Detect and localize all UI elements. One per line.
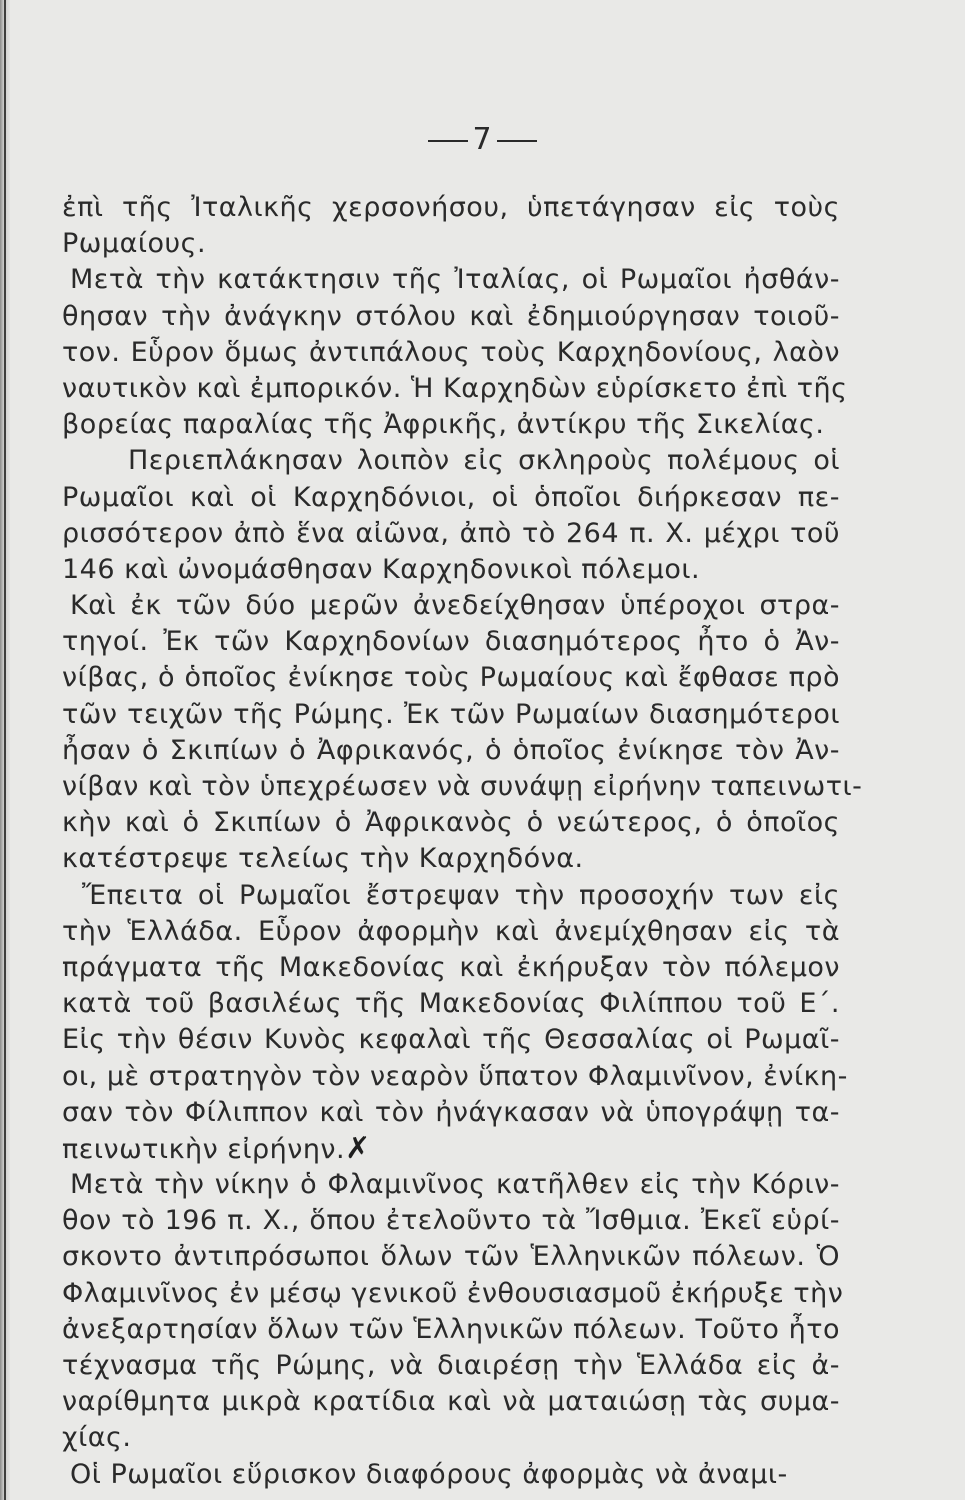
page-number (0, 122, 965, 157)
page-binding-edge (4, 0, 6, 1500)
text-line: κατὰ τοῦ βασιλέως τῆς Μακεδονίας Φιλίππου τοῦ Ε΄. (62, 988, 840, 1020)
text-line: Μετὰ τὴν νίκην ὁ Φλαμινῖνος κατῆλθεν εἰς τὴν Κόριν- (70, 1169, 840, 1201)
text-line: ναρίθμητα μικρὰ κρατίδια καὶ νὰ ματαιώσῃ τὰς συμα- (62, 1386, 840, 1418)
paragraph (62, 443, 840, 588)
text-line: τηγοί. Ἐκ τῶν Καρχηδονίων διασημότερος ἦτο ὁ Ἀν- (62, 626, 840, 658)
text-line: ναυτικὸν καὶ ἐμπορικόν. Ἡ Καρχηδὼν εὑρίσκετο ἐπὶ τῆς (62, 372, 848, 404)
paragraph (62, 262, 848, 443)
paragraph (62, 588, 863, 878)
text-line: οι, μὲ στρατηγὸν τὸν νεαρὸν ὕπατον Φλαμινῖνον, ἐνίκη- (62, 1060, 848, 1092)
text-line: σαν τὸν Φίλιππον καὶ τὸν ἠνάγκασαν νὰ ὑπογράψῃ τα- (62, 1096, 840, 1128)
text-line: ἦσαν ὁ Σκιπίων ὁ Ἀφρικανός, ὁ ὁποῖος ἐνίκησε τὸν Ἀν- (62, 734, 840, 766)
text-line: Ἔπειτα οἱ Ρωμαῖοι ἔστρεψαν τὴν προσοχήν των εἰς (82, 879, 840, 911)
text-line: Μετὰ τὴν κατάκτησιν τῆς Ἰταλίας, οἱ Ρωμαῖοι ἠσθάν- (70, 264, 840, 296)
text-line: κὴν καὶ ὁ Σκιπίων ὁ Ἀφρικανὸς ὁ νεώτερος, ὁ ὁποῖος (62, 807, 840, 839)
text-line: ἐπὶ τῆς Ἰταλικῆς χερσονήσου, ὑπετάγησαν εἰς τοὺς (62, 192, 840, 223)
text-line: χίας. (62, 1422, 132, 1454)
paragraph (62, 878, 848, 1168)
text-line: Εἰς τὴν θέσιν Κυνὸς κεφαλαὶ τῆς Θεσσαλίας οἱ Ρωμαῖ- (62, 1024, 840, 1056)
text-line: Οἱ Ρωμαῖοι εὕρισκον διαφόρους ἀφορμὰς νὰ ἀναμι- (70, 1458, 788, 1490)
text-line: πράγματα τῆς Μακεδονίας καὶ ἐκήρυξαν τὸν πόλεμον (62, 951, 840, 983)
text-line: θον τὸ 196 π. Χ., ὅπου ἐτελοῦντο τὰ Ἴσθμια. Ἐκεῖ εὑρί- (62, 1205, 840, 1237)
paragraph (62, 190, 840, 262)
body-text (62, 190, 863, 1493)
text-line: νίβαν καὶ τὸν ὑπεχρέωσεν νὰ συνάψῃ εἰρήνην ταπεινωτι- (62, 771, 863, 802)
text-line: ἀνεξαρτησίαν ὅλων τῶν Ἑλληνικῶν πόλεων. Τοῦτο ἦτο (62, 1313, 840, 1345)
text-line: Καὶ ἐκ τῶν δύο μερῶν ἀνεδείχθησαν ὑπέροχοι στρα- (70, 590, 840, 622)
text-line: θησαν τὴν ἀνάγκην στόλου καὶ ἐδημιούργησαν τοιοῦ- (62, 300, 840, 332)
text-line: τῶν τειχῶν τῆς Ρώμης. Ἐκ τῶν Ρωμαίων διασημότεροι (62, 698, 840, 730)
text-line: πεινωτικὴν εἰρήνην.✗ (62, 1130, 371, 1166)
page-number-dash-left (428, 140, 468, 142)
text-line: τὴν Ἑλλάδα. Εὗρον ἀφορμὴν καὶ ἀνεμίχθησαν εἰς τὰ (62, 915, 840, 947)
page-number-value: 7 (472, 122, 493, 157)
text-line: τέχνασμα τῆς Ρώμης, νὰ διαιρέσῃ τὴν Ἑλλάδα εἰς ἀ- (62, 1350, 840, 1381)
text-line: κατέστρεψε τελείως τὴν Καρχηδόνα. (62, 843, 584, 875)
paragraph (62, 1167, 844, 1457)
handwritten-mark: ✗ (345, 1130, 371, 1166)
text-line: τον. Εὗρον ὅμως ἀντιπάλους τοὺς Καρχηδονίους, λαὸν (62, 336, 840, 368)
text-line: νίβας, ὁ ὁποῖος ἐνίκησε τοὺς Ρωμαίους καὶ ἔφθασε πρὸ (62, 662, 840, 694)
paragraph (62, 1457, 840, 1493)
text-line: Περιεπλάκησαν λοιπὸν εἰς σκληροὺς πολέμους οἱ (128, 445, 840, 477)
text-line: ρισσότερον ἀπὸ ἕνα αἰῶνα, ἀπὸ τὸ 264 π. Χ. μέχρι τοῦ (62, 517, 840, 549)
text-line: βορείας παραλίας τῆς Ἀφρικῆς, ἀντίκρυ τῆς Σικελίας. (62, 409, 825, 441)
page-number-dash-right (497, 140, 537, 142)
text-line: Ρωμαῖοι καὶ οἱ Καρχηδόνιοι, οἱ ὁποῖοι διήρκεσαν πε- (62, 481, 840, 513)
text-line: 146 καὶ ὠνομάσθησαν Καρχηδονικοὶ πόλεμοι. (62, 553, 701, 585)
text-line: σκοντο ἀντιπρόσωποι ὅλων τῶν Ἑλληνικῶν πόλεων. Ὁ (62, 1241, 840, 1273)
text-line: Ρωμαίους. (62, 228, 207, 260)
text-line: Φλαμινῖνος ἐν μέσῳ γενικοῦ ἐνθουσιασμοῦ ἐκήρυξε τὴν (62, 1277, 844, 1309)
